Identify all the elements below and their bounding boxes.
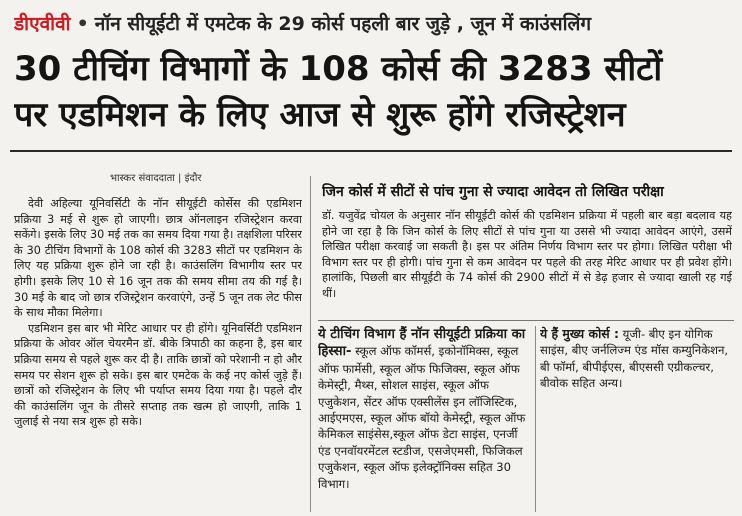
departments-heading: ये टीचिंग विभाग हैं नॉन सीयूईटी प्रक्रिया का हिस्सा- (318, 327, 526, 360)
departments-block (318, 326, 532, 514)
headline (14, 46, 734, 138)
headline-divider (10, 150, 732, 152)
box-divider (318, 320, 734, 321)
headline-line-1: 30 टीचिंग विभागों के 108 कोर्स की 3283 सीटों (14, 49, 663, 89)
left-column (14, 196, 302, 512)
inner-column-divider (535, 326, 536, 512)
box-heading: जिन कोर्स में सीटों से पांच गुना से ज्यादा आवेदन तो लिखित परीक्षा (322, 184, 664, 200)
kicker-brand: डीएवीवी (14, 13, 71, 35)
box-body (322, 208, 732, 318)
kicker-text: नॉन सीयूईटी में एमटेक के 29 कोर्स पहली बार जुड़े , जून में काउंसलिंग (94, 13, 592, 35)
left-paragraph-1: देवी अहिल्या यूनिवर्सिटी के नॉन सीयूईटी कोर्सेस की एडमिशन प्रक्रिया 3 मई से शुरू हो जाएगी। छात्र ऑनलाइन रजिस्ट्रेशन करवा सकेंगे। इसके लिए 30 मई तक का समय दिया गया है। तक्षशिला परिसर के 30 टीचिंग विभागों के 108 कोर्स की 3283 सीटों पर एडमिशन के लिए यह प्रक्रिया शुरू होने जा रही है। काउंसलिंग विभागीय स्तर पर होगी। इसके लिए 10 से 16 जून तक की समय सीमा तय की गई है। 30 मई के बाद जो छात्र रजिस्ट्रेशन करवाएंगे, उन्हें 5 जून तक लेट फीस के साथ मौका मिलेगा। (14, 197, 302, 320)
main-courses-block (540, 326, 736, 514)
departments-text: स्कूल ऑफ कॉमर्स, इकोनॉमिक्स, स्कूल ऑफ फार्मेसी, स्कूल ऑफ फिजिक्स, स्कूल ऑफ केमेस्ट्री, मैथ्स, सोशल साइंस, स्कूल ऑफ एजुकेशन, सेंटर ऑफ एक्सीलेंस इन लॉजिस्टिक, आईएमएस, स्कूल ऑफ बॉयो केमेस्ट्री, स्कूल ऑफ केमिकल साइंसेस,स्कूल ऑफ डेटा साइंस, एनर्जी एंड एनवॉयरमेंटल स्टडीज, एसजेएमसी, फिजिकल एजुकेशन, स्कूल ऑफ इलेक्ट्रॉनिक्स सहित 30 विभाग। (318, 344, 526, 491)
main-courses-heading: ये हैं मुख्य कोर्स : (540, 326, 619, 341)
byline: भास्कर संवाददाता | इंदौर (110, 173, 202, 184)
column-divider (310, 176, 311, 512)
headline-line-2: पर एडमिशन के लिए आज से शुरू होंगे रजिस्ट्रेशन (14, 95, 626, 135)
box-paragraph: डॉ. यजुवेंद्र चोयल के अनुसार नॉन सीयूईटी कोर्स की एडमिशन प्रक्रिया में पहली बार बड़ा बदलाव यह होने जा रहा है कि जिन कोर्स के लिए सीटों से पांच गुना या उससे भी ज्यादा आवेदन आएंगे, उसमें लिखित परीक्षा करवाई जा सकती है। इस पर अंतिम निर्णय विभाग स्तर पर होगा। लिखित परीक्षा भी विभाग स्तर पर ही होगी। पांच गुना से कम आवेदन पर पहले की तरह मेरिट आधार पर ही प्रवेश होंगे। हालांकि, पिछली बार सीयूईटी के 74 कोर्स की 2900 सीटों में से डेढ़ हजार से ज्यादा खाली रह गई थीं। (322, 209, 732, 300)
main-courses-text: यूजी- बीए इन योगिक साइंस, बीए जर्नलिज्म एंड मॉस कम्युनिकेशन, बी फॉर्मा, बीपीईएस, बीएससी एग्रीकल्चर, बीवोक सहित अन्य। (540, 327, 729, 391)
left-paragraph-2: एडमिशन इस बार भी मेरिट आधार पर ही होंगे। यूनिवर्सिटी एडमिशन प्रक्रिया के ओवर ऑल चेयरमैन डॉ. बीके त्रिपाठी का कहना है, इस बार प्रक्रिया समय से पहले शुरू कर दी है। ताकि छात्रों को परेशानी न हो और समय पर सेशन शुरू हो सके। इस बार एमटेक के कई नए कोर्स जुड़े हैं। छात्रों को रजिस्ट्रेशन के लिए भी पर्याप्त समय दिया गया है। पहले दौर की काउंसलिंग जून के तीसरे सप्ताह तक खत्म हो जाएगी, ताकि 1 जुलाई से नया सत्र शुरू हो सके। (14, 321, 302, 429)
kicker-line (14, 6, 736, 42)
bullet-icon: • (76, 13, 89, 35)
